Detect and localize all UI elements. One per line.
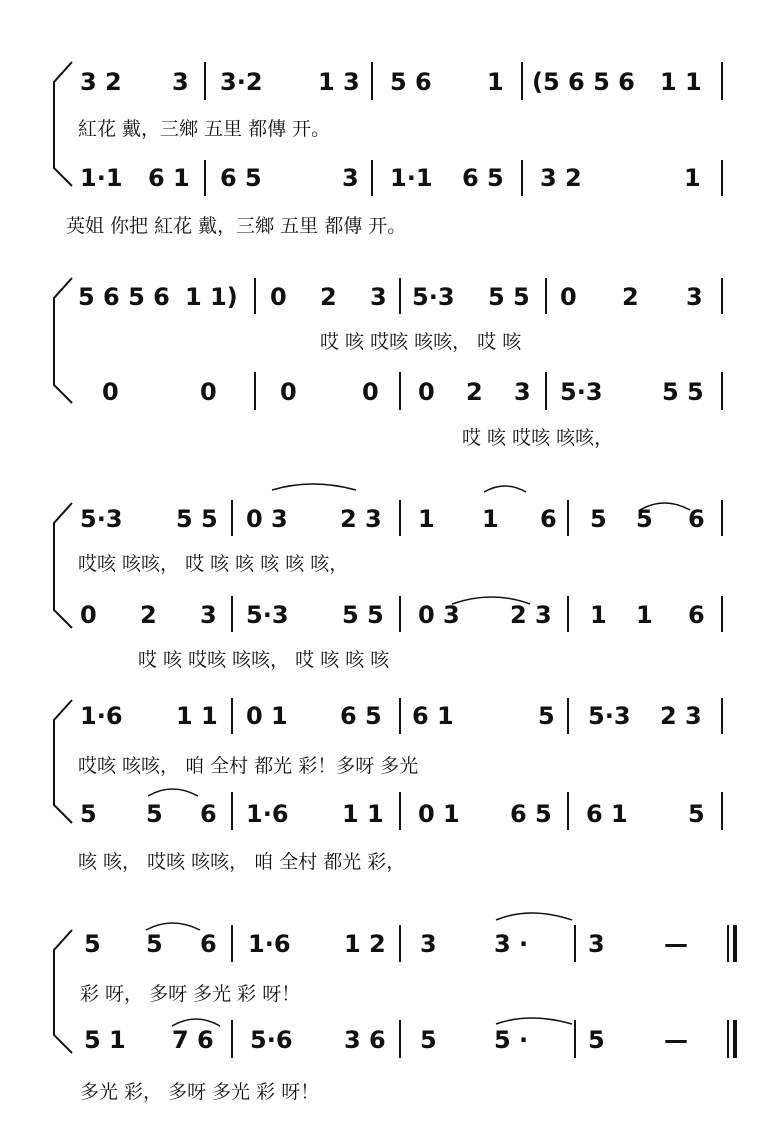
note: 5 ·	[494, 1026, 529, 1054]
note: 0	[280, 378, 297, 406]
note: 1 3	[318, 68, 360, 96]
note: 2 3	[660, 702, 702, 730]
tie-arc	[484, 486, 526, 492]
lyric-line: 紅花 戴，三鄉 五里 都傳 开。	[78, 118, 331, 140]
note: 1	[590, 601, 607, 629]
note: —	[664, 1026, 688, 1054]
note: 0	[270, 283, 287, 311]
note: 3 ·	[494, 930, 529, 958]
note: 6 5	[510, 800, 552, 828]
note: 5·3	[588, 702, 631, 730]
note: 5·6	[250, 1026, 293, 1054]
note: 5 5	[488, 283, 530, 311]
note: 5	[80, 800, 97, 828]
note: 1·6	[80, 702, 123, 730]
lyric-line: 哎 咳 哎咳 咳咳， 哎 咳 咳 咳	[138, 649, 390, 671]
note: 1 1	[660, 68, 702, 96]
note: 1 1)	[185, 283, 238, 311]
note: 5	[84, 930, 101, 958]
note: 1	[418, 505, 435, 533]
note: 0 1	[246, 702, 288, 730]
lyric-line: 哎 咳 哎咳 咳咳，	[462, 427, 614, 449]
note: 5 6	[390, 68, 432, 96]
note: 0	[102, 378, 119, 406]
lyric-line: 哎咳 咳咳， 哎 咳 咳 咳 咳 咳，	[78, 553, 349, 575]
note: 0	[560, 283, 577, 311]
note: 1·1	[80, 164, 123, 192]
note: 5 6 5 6	[78, 283, 170, 311]
note: 0	[418, 378, 435, 406]
note: 2	[466, 378, 483, 406]
note: 3	[370, 283, 387, 311]
note: 2 3	[510, 601, 552, 629]
lyric-line: 哎 咳 哎咳 咳咳， 哎 咳	[320, 331, 522, 353]
note: 6 5	[462, 164, 504, 192]
system-2	[54, 278, 722, 449]
note: 3 6	[344, 1026, 386, 1054]
note: 0 3	[246, 505, 288, 533]
note: —	[664, 930, 688, 958]
system-brace	[54, 503, 72, 628]
note: 5	[146, 800, 163, 828]
note: 6	[200, 800, 217, 828]
note: 6	[688, 505, 705, 533]
tie-arc	[272, 484, 356, 490]
system-brace	[54, 278, 72, 403]
note: 0	[200, 378, 217, 406]
note: 3 2	[80, 68, 122, 96]
note: 5	[688, 800, 705, 828]
note: 5·3	[560, 378, 603, 406]
note: 6 1	[586, 800, 628, 828]
note: 1	[487, 68, 504, 96]
tie-arc	[172, 1019, 220, 1026]
note: 5 1	[84, 1026, 126, 1054]
note: 3	[514, 378, 531, 406]
lyric-line: 多光 彩， 多呀 多光 彩 呀！	[80, 1081, 320, 1103]
note: 3 2	[540, 164, 582, 192]
note: 6 1	[148, 164, 190, 192]
note: 3	[200, 601, 217, 629]
system-4	[54, 698, 722, 873]
note: 5	[636, 505, 653, 533]
note: 1·1	[390, 164, 433, 192]
lyric-line: 咳 咳， 哎咳 咳咳， 咱 全村 都光 彩，	[78, 851, 406, 873]
system-1	[54, 62, 722, 237]
note: 6	[540, 505, 557, 533]
note: 5	[420, 1026, 437, 1054]
note: 5 5	[662, 378, 704, 406]
note: 1	[482, 505, 499, 533]
note: 6 5	[220, 164, 262, 192]
note: 3	[420, 930, 437, 958]
system-3	[54, 484, 722, 671]
note: 1 1	[176, 702, 218, 730]
note: 6 1	[412, 702, 454, 730]
note: 5 5	[342, 601, 384, 629]
note: 0 3	[418, 601, 460, 629]
note: (5 6 5 6	[532, 68, 635, 96]
tie-arc	[496, 1018, 572, 1024]
note: 6	[200, 930, 217, 958]
system-brace	[54, 700, 72, 823]
note: 1·6	[248, 930, 291, 958]
lyric-line: 彩 呀， 多呀 多光 彩 呀！	[80, 983, 301, 1005]
note: 2	[140, 601, 157, 629]
note: 2	[320, 283, 337, 311]
note: 0	[80, 601, 97, 629]
note: 3	[342, 164, 359, 192]
note: 3	[686, 283, 703, 311]
note: 1	[636, 601, 653, 629]
note: 2	[622, 283, 639, 311]
note: 5	[146, 930, 163, 958]
note: 5	[590, 505, 607, 533]
note: 5·3	[246, 601, 289, 629]
note: 1·6	[246, 800, 289, 828]
note: 1	[684, 164, 701, 192]
note: 7 6	[172, 1026, 214, 1054]
system-brace	[54, 62, 72, 186]
lyric-line: 哎咳 咳咳， 咱 全村 都光 彩！多呀 多光	[78, 755, 419, 777]
system-brace	[54, 930, 72, 1053]
note: 5	[588, 1026, 605, 1054]
note: 1 2	[344, 930, 386, 958]
tie-arc	[148, 789, 198, 796]
lyric-line: 英姐 你把 紅花 戴，三鄉 五里 都傳 开。	[66, 215, 407, 237]
system-5	[54, 913, 735, 1103]
note: 3·2	[220, 68, 263, 96]
note: 1 1	[342, 800, 384, 828]
note: 6 5	[340, 702, 382, 730]
note: 5	[538, 702, 555, 730]
note: 5·3	[412, 283, 455, 311]
note: 0	[362, 378, 379, 406]
tie-arc	[146, 923, 200, 930]
note: 2 3	[340, 505, 382, 533]
note: 6	[688, 601, 705, 629]
note: 3	[172, 68, 189, 96]
note: 0 1	[418, 800, 460, 828]
note: 3	[588, 930, 605, 958]
note: 5·3	[80, 505, 123, 533]
note: 5 5	[176, 505, 218, 533]
tie-arc	[496, 913, 572, 920]
